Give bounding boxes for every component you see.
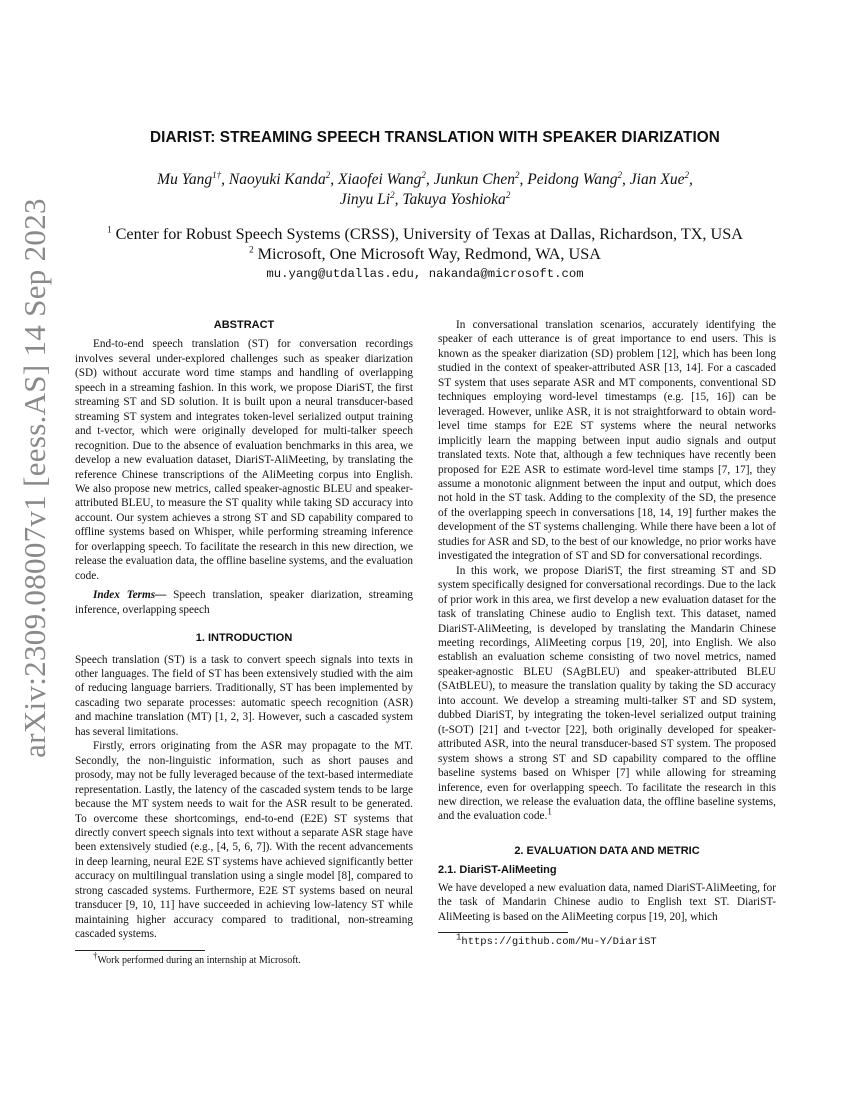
section-2-paragraph: We have developed a new evaluation data, named DiariST-AliMeeting, for the task of Mandarin Chinese audio to English text ST. DiariST-AliMeeting is based on the AliMeeting corpus [19, 20], which: [438, 881, 776, 923]
author-affil-mark: 2: [515, 169, 520, 180]
author-name: , Junkun Chen: [425, 171, 516, 188]
author-affil-mark: 2: [390, 189, 395, 200]
author-affil-mark: 2: [421, 169, 426, 180]
github-link[interactable]: https://github.com/Mu-Y/DiariST: [461, 936, 657, 949]
affiliation-1: $^1$ Center for Robust Speech Systems (CRSS), University of Texas at Dallas, Richardson, TX, USA: [107, 224, 743, 243]
section-2-heading: 2. EVALUATION DATA AND METRIC: [514, 844, 700, 857]
right-paragraph-1: In conversational translation scenarios, accurately identifying the speaker of each utterance is of great importance to end users. This is known as the speaker diarization (SD) problem [12], which has been long studied in the context of speaker-attributed ASR [13, 14]. For a cascaded ST system that uses separate ASR and MT components, conventional SD techniques employing word-level timestamps (e.g. [15, 16]) can be leveraged. However, unlike ASR, it is not straightforward to obtain word-level time stamps for E2E ST systems where the neural networks implicitly learn the mapping between input audio signals and output translated texts. Note that, although a few techniques have recently been proposed for E2E ASR to estimate word-level time stamps [7, 17], they assume a monotonic alignment between the input and output, which does not hold in the ST task. Adding to the complexity of the SD, the presence of the overlapping speech in conversations [18, 14, 19] further makes the development of the ST systems challenging. While there have been a lot of studies for ASR and SD, to the best of our knowledge, no prior works have investigated the integration of ST and SD for conversational recordings.: [438, 319, 776, 563]
paper-title: DIARIST: STREAMING SPEECH TRANSLATION WITH SPEAKER DIARIZATION: [150, 129, 720, 146]
author-separator: ,: [688, 171, 693, 188]
arxiv-identifier: arXiv:2309.08007v1 [eess.AS] 14 Sep 2023: [17, 198, 52, 758]
author-name: , Xiaofei Wang: [330, 171, 422, 188]
author-emails: mu.yang@utdallas.edu, nakanda@microsoft.com: [266, 267, 584, 281]
left-column: [75, 318, 413, 967]
author-name: , Peidong Wang: [519, 171, 618, 188]
author-affil-mark: 2: [325, 169, 331, 180]
author-name: , Takuya Yoshioka: [394, 191, 506, 208]
abstract-heading: ABSTRACT: [213, 319, 275, 331]
author-line-2: [100, 190, 750, 210]
author-affil-mark: 2: [684, 169, 689, 180]
affiliations: [80, 224, 770, 284]
arxiv-sidebar: [10, 198, 60, 758]
index-terms-text: Speech translation, speaker diarization, streaming inference, overlapping speech: [75, 589, 414, 616]
abstract-text: End-to-end speech translation (ST) for conversation recordings involves several under-explored challenges such as speaker diarization (SD) without accurate word time stamps and handling of overlapping speech in a streaming fashion. In this work, we propose DiariST, the first streaming ST and SD solution. It is built upon a neural transducer-based streaming ST system and integrates token-level serialized output training and t-vector, which were originally developed for multi-talker speech recognition. Due to the absence of evaluation benchmarks in this area, we develop a new evaluation dataset, DiariST-AliMeeting, by translating the reference Chinese transcriptions of the AliMeeting corpus into English. We also propose new metrics, called speaker-agnostic BLEU and speaker-attributed BLEU, to measure the ST quality while taking SD accuracy into account. Our system achieves a strong ST and SD capability compared to offline systems based on Whisper, while performing streaming inference for overlapping speech. To facilitate the research in this new direction, we release the evaluation data, the offline baseline systems, and the evaluation code.: [75, 338, 413, 582]
footnote-internship: †Work performed during an internship at Microsoft.: [93, 950, 301, 966]
intro-paragraph-2: Firstly, errors originating from the ASR may propagate to the MT. Secondly, the non-linguistic information, such as short pauses and prosody, may not be fully leveraged because of the text-based intermediate representation. Lastly, the latency of the cascaded system tends to be large because the MT system needs to wait for the ASR result to be generated. To overcome these shortcomings, end-to-end (E2E) ST systems that directly convert speech signals into text without a separate ASR stage have been extensively studied (e.g., [4, 5, 6, 7]). With the recent advancements in deep learning, neural E2E ST systems have achieved significantly better accuracy on multilingual translation using a single model [8], compared to strong cascaded systems. Furthermore, E2E ST systems based on neural transducer [9, 10, 11] have succeeded in achieving low-latency ST while maintaining higher accuracy compared to traditional, non-streaming cascaded systems.: [75, 740, 413, 941]
author-name: , Jian Xue: [622, 171, 685, 188]
right-paragraph-2: In this work, we propose DiariST, the first streaming ST and SD system specifically designed for conversational recordings. Due to the lack of prior work in this area, we first develop a new evaluation dataset for the task of translating Chinese audio to English text. This dataset, named DiariST-AliMeeting, is developed by translating the Mandarin Chinese meeting recordings, AliMeeting corpus [19, 20], into English. We also establish an evaluation scheme consisting of two novel metrics, named speaker-agnostic BLEU (SAgBLEU) and speaker-attributed BLEU (SAtBLEU), to measure the translation quality by taking the SD accuracy into account. We develop a streaming multi-talker ST and SD system, dubbed DiariST, by integrating the token-level serialized output training (t-SOT) [21] and t-vector [22], both originally developed for speaker-attributed ASR, into the neural transducer-based ST system. The proposed system shows a strong ST and SD capability compared to the offline baseline systems based on Whisper [7] while allowing for streaming inference, even for overlapping speech. To facilitate the research in this new direction, we release the evaluation data, the offline baseline systems, and the evaluation code.$^1$: [438, 564, 776, 823]
introduction-heading: 1. INTRODUCTION: [195, 632, 293, 645]
author-affil-mark: 2: [617, 169, 623, 180]
author-name: Jinyu Li: [339, 191, 391, 208]
author-affil-mark: 2: [505, 189, 511, 200]
author-list: [100, 170, 750, 210]
index-terms-label: Index Terms—: [93, 589, 167, 602]
right-column: [438, 318, 776, 949]
footnote-github: $^1$https://github.com/Mu-Y/DiariST: [456, 932, 657, 949]
author-affil-mark: 1†: [212, 169, 222, 180]
index-terms: [75, 588, 413, 617]
author-name: , Naoyuki Kanda: [221, 171, 326, 188]
affiliation-2: $^2$ Microsoft, One Microsoft Way, Redmond, WA, USA: [249, 244, 601, 263]
author-name: Mu Yang: [157, 171, 213, 188]
subsection-2-1-heading: 2.1. DiariST-AliMeeting: [438, 864, 557, 877]
intro-paragraph-1: Speech translation (ST) is a task to convert speech signals into texts in other languages. The field of ST has been extensively studied with the aim of reducing language barriers. Traditionally, ST has been implemented by cascading two separate processes: automatic speech recognition (ASR) and machine translation (MT) [1, 2, 3]. However, such a cascaded system has several limitations.: [75, 653, 413, 738]
author-line-1: [100, 170, 750, 190]
